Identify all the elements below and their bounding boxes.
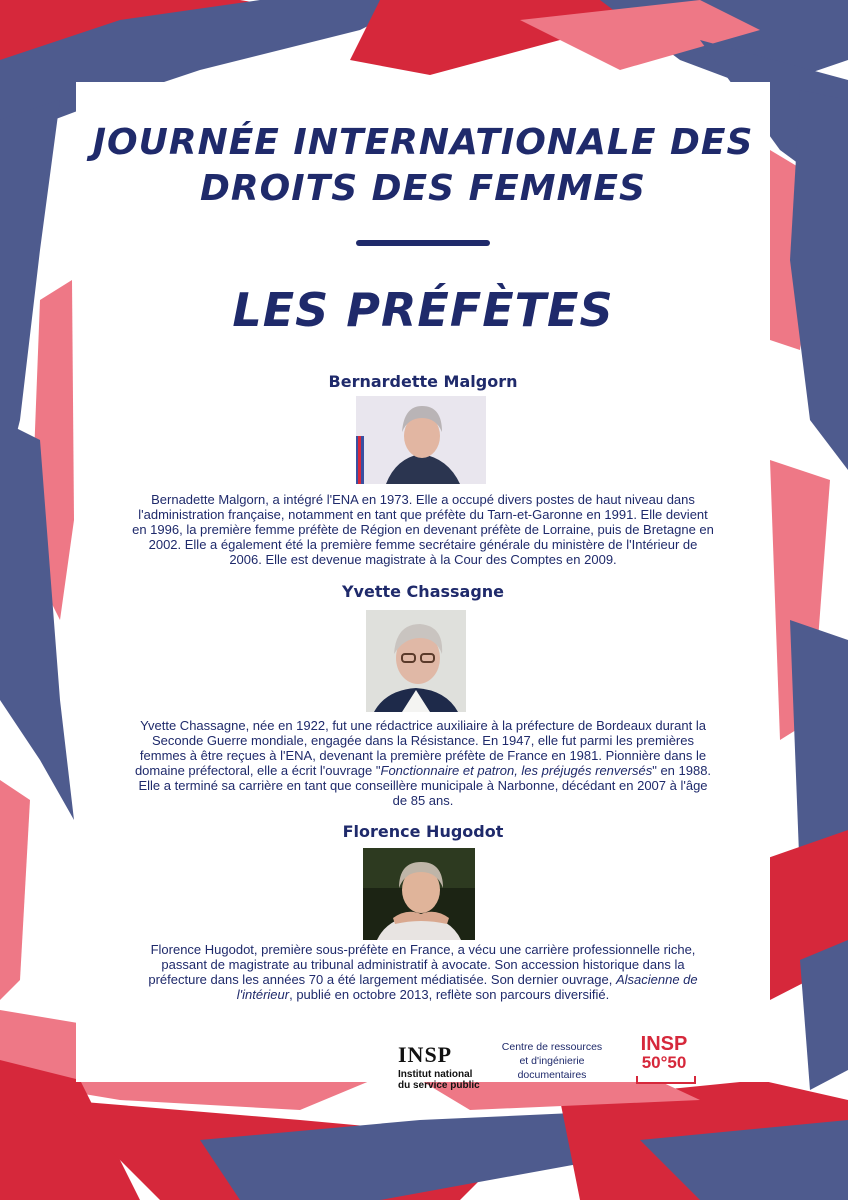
resource-center-line3: documentaires (517, 1069, 587, 1081)
profile-bio-malgorn (126, 492, 720, 567)
bio-line: préfecture dans les années 70 a été largement médiatisée. Son dernier ouvrage, Alsacienne de (148, 972, 698, 987)
portrait-hugodot (363, 848, 475, 940)
badge-number: 50°50 (641, 1053, 687, 1072)
bio-line: passant de magistrate au tribunal administratif à avocate. Son accession historique dans la (161, 957, 685, 972)
bio-line: Seconde Guerre mondiale, engagée dans la Résistance. En 1947, elle fut parmi les premières (152, 733, 694, 748)
bio-line: en 1996, la première femme préfète de Région en devenant préfète de Lorraine, puis de Bretagne en (132, 522, 714, 537)
resource-center-line1: Centre de ressources (501, 1041, 603, 1053)
title-divider (356, 240, 490, 246)
page-title (76, 120, 770, 212)
title-line-1: JOURNÉE INTERNATIONALE DES (92, 122, 754, 163)
insp-logo-word: INSP (398, 1042, 453, 1067)
badge-word: INSP (640, 1033, 688, 1055)
insp-logo (398, 1044, 482, 1091)
title-line-2: DROITS DES FEMMES (200, 168, 646, 209)
bio-line: 2002. Elle a également été la première femme secrétaire générale du ministère de l'Intérieur de (148, 537, 698, 552)
bio-line: Bernadette Malgorn, a intégré l'ENA en 1973. Elle a occupé divers postes de haut niveau dans (151, 492, 695, 507)
book-title: Alsacienne de (615, 972, 698, 987)
portrait-chassagne (366, 610, 466, 712)
bio-line: domaine préfectoral, elle a écrit l'ouvrage "Fonctionnaire et patron, les préjugés renversés" en 1988. (134, 763, 712, 778)
profile-bio-hugodot (126, 942, 720, 1002)
bio-line: Elle a terminé sa carrière en tant que conseillère municipale à Narbonne, décédant en 2007 à l'âge (138, 778, 708, 793)
bio-line: Yvette Chassagne, née en 1922, fut une rédactrice auxiliaire à la préfecture de Bordeaux durant la (140, 718, 706, 733)
insp-5050-badge (634, 1034, 698, 1086)
profile-name-malgorn: Bernardette Malgorn (328, 372, 518, 391)
insp-logo-line2: du service public (398, 1080, 480, 1091)
profile-name-hugodot: Florence Hugodot (342, 822, 504, 841)
portrait-malgorn (356, 396, 486, 484)
resource-center-line2: et d'ingénierie (519, 1055, 585, 1067)
badge-underline (636, 1076, 696, 1084)
bio-line: l'intérieur, publié en octobre 2013, reflète son parcours diversifié. (236, 987, 610, 1002)
section-title: LES PRÉFÈTES (232, 283, 614, 337)
bio-line: l'administration française, notamment en tant que préfète du Tarn-et-Garonne en 1991. Elle devient (138, 507, 708, 522)
profile-bio-chassagne (126, 718, 720, 808)
book-title: l'intérieur (236, 987, 290, 1002)
bio-line: 2006. Elle est devenue magistrate à la Cour des Comptes en 2009. (229, 552, 617, 567)
bio-line: femmes à être reçues à l'ENA, devenant la première préfète de France en 1981. Pionnière dans le (139, 748, 707, 763)
content-panel (76, 82, 770, 1082)
bio-line: de 85 ans. (392, 793, 454, 808)
resource-center-label (496, 1040, 608, 1082)
insp-logo-line1: Institut national (398, 1069, 473, 1080)
bio-line: Florence Hugodot, première sous-préfète en France, a vécu une carrière professionnelle riche, (150, 942, 696, 957)
book-title: Fonctionnaire et patron, les préjugés renversés (380, 763, 653, 778)
profile-name-chassagne: Yvette Chassagne (341, 582, 505, 601)
